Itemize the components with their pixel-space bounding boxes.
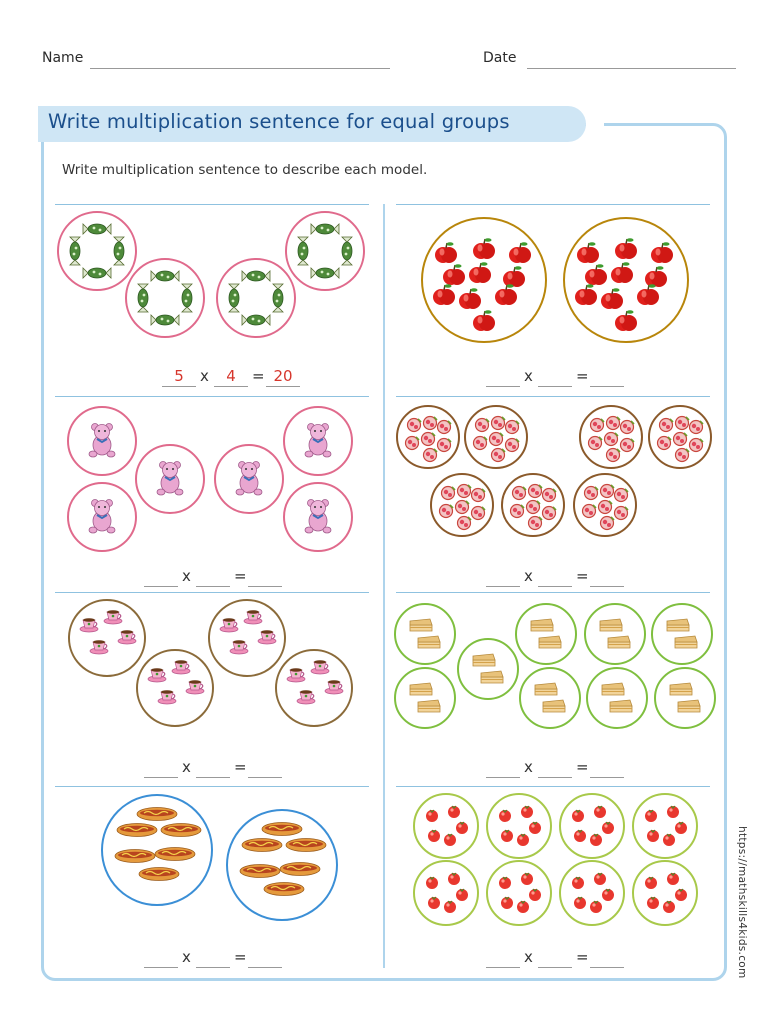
answer-blank-product[interactable]: [590, 366, 624, 387]
candy-icon: [311, 268, 339, 278]
strawberry-icon: [529, 485, 543, 498]
teacup-icon: [80, 618, 98, 632]
times-sign: x: [182, 948, 191, 966]
hot-dog-icon: [137, 808, 177, 821]
teacup-icon: [325, 680, 343, 694]
strawberry-icon: [492, 417, 506, 430]
apple-icon: [615, 310, 637, 331]
strawberry-icon: [458, 517, 472, 530]
answer-blank-product[interactable]: [590, 566, 624, 587]
tomato-icon: [590, 901, 602, 913]
strawberry-icon: [456, 501, 470, 514]
group-circle: [458, 639, 518, 699]
answer-blank-a[interactable]: [486, 566, 520, 587]
group-circle: [633, 794, 697, 858]
teddy-bear-icon: [236, 462, 262, 496]
equation-p7: [144, 947, 284, 969]
equation-p6: [486, 757, 626, 779]
apple-icon: [503, 266, 525, 287]
group-circle: [560, 861, 624, 925]
answer-blank-a[interactable]: [144, 566, 178, 587]
teacup-icon: [311, 660, 329, 674]
answer-blank-b[interactable]: [196, 757, 230, 778]
strawberry-icon: [676, 449, 690, 462]
candy-icon: [70, 237, 80, 265]
strawberry-icon: [585, 487, 599, 500]
equation-p1: [162, 366, 302, 388]
date-label: Date: [483, 50, 517, 66]
strawberry-icon: [472, 489, 486, 502]
apple-icon: [611, 262, 633, 283]
strawberry-icon: [527, 501, 541, 514]
strawberry-icon: [513, 487, 527, 500]
group-circle: [633, 861, 697, 925]
apple-icon: [469, 262, 491, 283]
strawberry-icon: [660, 419, 674, 432]
times-sign: x: [182, 567, 191, 585]
sandwich-icon: [600, 619, 622, 631]
tomato-icon: [663, 901, 675, 913]
teacup-icon: [287, 668, 305, 682]
tomato-icon: [428, 830, 440, 842]
strawberry-icon: [589, 437, 603, 450]
tomato-icon: [499, 810, 511, 822]
group-circle: [520, 668, 580, 728]
answer-blank-b[interactable]: [538, 757, 572, 778]
group-circle: [414, 861, 478, 925]
apple-icon: [575, 284, 597, 305]
teddy-bear-icon: [305, 500, 331, 534]
strawberry-icon: [690, 421, 704, 434]
group-circle: [652, 604, 712, 664]
hot-dog-icon: [139, 868, 179, 881]
strawberry-icon: [676, 417, 690, 430]
apple-icon: [585, 264, 607, 285]
strawberry-icon: [406, 437, 420, 450]
strawberry-icon: [506, 421, 520, 434]
strawberry-icon: [690, 439, 704, 452]
strawberry-icon: [424, 449, 438, 462]
equals-sign: =: [576, 948, 589, 966]
strawberry-icon: [472, 507, 486, 520]
apple-icon: [473, 238, 495, 259]
answer-blank-a[interactable]: [486, 757, 520, 778]
apple-icon: [433, 284, 455, 305]
group-circle: [560, 794, 624, 858]
teacup-icon: [90, 640, 108, 654]
tomato-icon: [663, 834, 675, 846]
tomato-icon: [602, 889, 614, 901]
strawberry-icon: [422, 433, 436, 446]
strawberry-icon: [583, 505, 597, 518]
strawberry-icon: [438, 439, 452, 452]
hot-dog-icon: [115, 850, 155, 863]
worksheet-title: Write multiplication sentence for equal groups: [48, 110, 510, 133]
tomato-icon: [645, 810, 657, 822]
strawberry-icon: [674, 433, 688, 446]
tomato-icon: [517, 834, 529, 846]
source-url[interactable]: https://mathskills4kids.com: [736, 826, 748, 979]
strawberry-icon: [615, 489, 629, 502]
group-circle: [487, 794, 551, 858]
apple-icon: [637, 284, 659, 305]
equation-p4: [486, 566, 626, 588]
group-circle: [395, 668, 455, 728]
answer-blank-product[interactable]: [248, 566, 282, 587]
strawberry-icon: [506, 439, 520, 452]
tomato-icon: [521, 806, 533, 818]
hot-dog-icon: [280, 863, 320, 876]
tomato-icon: [574, 830, 586, 842]
times-sign: x: [524, 567, 533, 585]
candy-icon: [83, 224, 111, 234]
candy-icon: [242, 271, 270, 281]
tomato-icon: [675, 822, 687, 834]
teacup-icon: [230, 640, 248, 654]
apple-icon: [509, 242, 531, 263]
strawberry-icon: [601, 517, 615, 530]
tomato-icon: [572, 810, 584, 822]
strawberry-icon: [621, 421, 635, 434]
answer-blank-a[interactable]: [144, 757, 178, 778]
strawberry-icon: [511, 505, 525, 518]
tomato-icon: [667, 806, 679, 818]
equals-sign: =: [234, 758, 247, 776]
times-sign: x: [182, 758, 191, 776]
hot-dog-icon: [161, 824, 201, 837]
times-sign: x: [524, 758, 533, 776]
answer-blank-a[interactable]: [486, 947, 520, 968]
tomato-icon: [444, 901, 456, 913]
candy-icon: [229, 284, 239, 312]
equals-sign: =: [234, 948, 247, 966]
candy-icon: [114, 237, 124, 265]
strawberry-icon: [408, 419, 422, 432]
equals-sign: =: [252, 367, 265, 385]
equals-sign: =: [576, 567, 589, 585]
teacup-icon: [258, 630, 276, 644]
strawberry-icon: [490, 433, 504, 446]
candy-icon: [151, 271, 179, 281]
answer-blank-b[interactable]: [538, 947, 572, 968]
strawberry-icon: [599, 501, 613, 514]
tomato-icon: [645, 877, 657, 889]
equation-p2: [486, 366, 626, 388]
group-circle: [585, 604, 645, 664]
answer-blank-product[interactable]: [590, 947, 624, 968]
strawberry-icon: [492, 449, 506, 462]
hot-dog-icon: [286, 839, 326, 852]
apple-icon: [473, 310, 495, 331]
sandwich-icon: [667, 619, 689, 631]
equals-sign: =: [576, 758, 589, 776]
answer-blank-a[interactable]: [144, 947, 178, 968]
sandwich-icon: [543, 700, 565, 712]
apple-icon: [645, 266, 667, 287]
sandwich-icon: [608, 636, 630, 648]
instruction-text: Write multiplication sentence to describe each model.: [62, 162, 428, 178]
teacup-icon: [220, 618, 238, 632]
strawberry-icon: [476, 419, 490, 432]
apple-icon: [443, 264, 465, 285]
candy-icon: [182, 284, 192, 312]
strawberry-icon: [438, 421, 452, 434]
tomato-icon: [675, 889, 687, 901]
strawberry-icon: [543, 489, 557, 502]
equals-sign: =: [234, 567, 247, 585]
tomato-icon: [594, 873, 606, 885]
candy-icon: [273, 284, 283, 312]
tomato-icon: [647, 897, 659, 909]
sandwich-icon: [539, 636, 561, 648]
candy-icon: [83, 268, 111, 278]
tomato-icon: [428, 897, 440, 909]
teacup-icon: [186, 680, 204, 694]
tomato-icon: [529, 889, 541, 901]
answer-blank-b[interactable]: [196, 947, 230, 968]
sandwich-icon: [473, 654, 495, 666]
hot-dog-icon: [155, 848, 195, 861]
sandwich-icon: [531, 619, 553, 631]
tomato-icon: [590, 834, 602, 846]
sandwich-icon: [535, 683, 557, 695]
strawberry-icon: [607, 449, 621, 462]
answer-blank-product[interactable]: [248, 757, 282, 778]
teacup-icon: [158, 690, 176, 704]
teacup-icon: [118, 630, 136, 644]
apple-icon: [601, 288, 623, 309]
strawberry-icon: [424, 417, 438, 430]
tomato-icon: [456, 822, 468, 834]
answer-blank-product[interactable]: [248, 947, 282, 968]
group-circle: [655, 668, 715, 728]
group-circle: [414, 794, 478, 858]
tomato-icon: [594, 806, 606, 818]
apple-icon: [435, 242, 457, 263]
strawberry-icon: [529, 517, 543, 530]
equals-sign: =: [576, 367, 589, 385]
tomato-icon: [448, 806, 460, 818]
strawberry-icon: [442, 487, 456, 500]
hot-dog-icon: [240, 865, 280, 878]
sandwich-icon: [418, 636, 440, 648]
hot-dog-icon: [262, 823, 302, 836]
candy-icon: [311, 224, 339, 234]
strawberry-icon: [591, 419, 605, 432]
answer-blank-a[interactable]: 5: [162, 366, 196, 387]
group-circle: [487, 861, 551, 925]
sandwich-icon: [418, 700, 440, 712]
teddy-bear-icon: [89, 500, 115, 534]
equation-p5: [144, 757, 284, 779]
candy-icon: [298, 237, 308, 265]
candy-icon: [151, 315, 179, 325]
equation-p3: [144, 566, 284, 588]
answer-blank-product[interactable]: [590, 757, 624, 778]
hot-dog-icon: [264, 883, 304, 896]
strawberry-icon: [543, 507, 557, 520]
sandwich-icon: [602, 683, 624, 695]
teacup-icon: [297, 690, 315, 704]
answer-blank-b[interactable]: 4: [214, 366, 248, 387]
answer-blank-a[interactable]: [486, 366, 520, 387]
teddy-bear-icon: [89, 424, 115, 458]
apple-icon: [495, 284, 517, 305]
hot-dog-icon: [117, 824, 157, 837]
teacup-icon: [104, 610, 122, 624]
strawberry-icon: [658, 437, 672, 450]
answer-blank-product[interactable]: 20: [266, 366, 300, 387]
answer-blank-b[interactable]: [196, 566, 230, 587]
teddy-bear-icon: [157, 462, 183, 496]
candy-icon: [242, 315, 270, 325]
tomato-icon: [529, 822, 541, 834]
apple-icon: [459, 288, 481, 309]
candy-icon: [138, 284, 148, 312]
times-sign: x: [200, 367, 209, 385]
times-sign: x: [524, 948, 533, 966]
teacup-icon: [172, 660, 190, 674]
sandwich-icon: [481, 671, 503, 683]
teacup-icon: [148, 668, 166, 682]
strawberry-icon: [601, 485, 615, 498]
hot-dog-icon: [242, 839, 282, 852]
tomato-icon: [521, 873, 533, 885]
tomato-icon: [501, 897, 513, 909]
tomato-icon: [647, 830, 659, 842]
sandwich-icon: [675, 636, 697, 648]
teacup-icon: [244, 610, 262, 624]
answer-blank-b[interactable]: [538, 566, 572, 587]
tomato-icon: [426, 810, 438, 822]
teddy-bear-icon: [305, 424, 331, 458]
strawberry-icon: [605, 433, 619, 446]
sandwich-icon: [670, 683, 692, 695]
apple-icon: [651, 242, 673, 263]
group-circle: [516, 604, 576, 664]
strawberry-icon: [474, 437, 488, 450]
strawberry-icon: [621, 439, 635, 452]
group-circle: [587, 668, 647, 728]
strawberry-icon: [458, 485, 472, 498]
equation-p8: [486, 947, 626, 969]
sandwich-icon: [610, 700, 632, 712]
tomato-icon: [572, 877, 584, 889]
strawberry-icon: [607, 417, 621, 430]
answer-blank-b[interactable]: [538, 366, 572, 387]
group-circle: [395, 604, 455, 664]
tomato-icon: [574, 897, 586, 909]
tomato-icon: [426, 877, 438, 889]
strawberry-icon: [615, 507, 629, 520]
sandwich-icon: [410, 683, 432, 695]
candy-icon: [342, 237, 352, 265]
sandwich-icon: [678, 700, 700, 712]
tomato-icon: [456, 889, 468, 901]
name-label: Name: [42, 50, 84, 66]
tomato-icon: [501, 830, 513, 842]
tomato-icon: [602, 822, 614, 834]
tomato-icon: [499, 877, 511, 889]
tomato-icon: [444, 834, 456, 846]
apple-icon: [615, 238, 637, 259]
sandwich-icon: [410, 619, 432, 631]
times-sign: x: [524, 367, 533, 385]
apple-icon: [577, 242, 599, 263]
tomato-icon: [667, 873, 679, 885]
tomato-icon: [517, 901, 529, 913]
tomato-icon: [448, 873, 460, 885]
strawberry-icon: [440, 505, 454, 518]
